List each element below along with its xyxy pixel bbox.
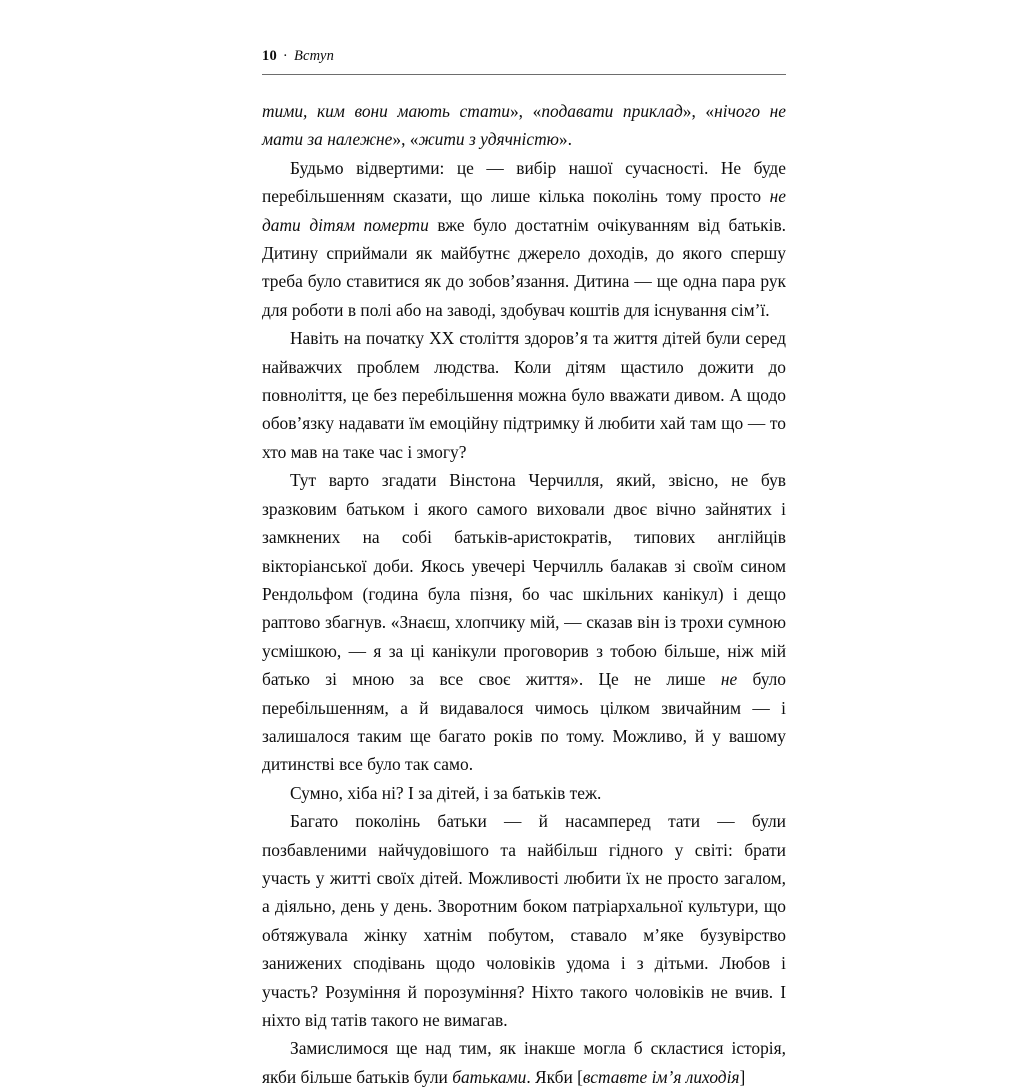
normal-run: Будьмо відвертими: це — вибір нашої сучасності. Не буде перебільшенням сказати, що лише кілька поколінь тому просто (262, 157, 786, 207)
normal-run: », « (509, 101, 542, 121)
normal-run: Навіть на початку XX століття здоров’я та життя дітей були серед найважчих проблем людства. Коли дітям щастило дожити до повноліття, це без перебільшення можна було вважати дивом. А щодо обов’язку надавати їм емоційну підтримку й любити хай там що — то хто мав на таке час і змогу? (262, 328, 786, 462)
paragraph (262, 154, 786, 324)
paragraph (262, 807, 786, 1034)
normal-run: Тут варто згадати Вінстона Черчилля, який, звісно, не був зразковим батьком і якого самого виховали двоє вічно зайнятих і замкнених на собі батьків-аристократів, типових англійців вікторіанської доби. Якось увечері Черчилль балакав зі своїм сином Рендольфом (година була пізня, бо час шкільних канікул) і дещо раптово збагнув. «Знаєш, хлопчику мій, — сказав він із трохи сумною усмішкою, — я за ці канікули проговорив з тобою більше, ніж мій батько зі мною за все своє життя». Це не лише (262, 470, 786, 690)
running-head (262, 48, 786, 75)
italic-run: не (720, 669, 738, 690)
running-head-separator: · (282, 48, 288, 64)
paragraph (262, 779, 786, 807)
body-text (262, 97, 786, 1091)
italic-run: жити з удячністю (418, 129, 559, 150)
normal-run: Сумно, хіба ні? І за дітей, і за батьків теж. (290, 782, 602, 803)
normal-run: було перебільшенням, а й видавалося чимось цілком звичайним — і залишалося таким ще багато років по тому. Можливо, й у вашому дитинстві все було так само. (262, 669, 786, 775)
page-number: 10 (262, 48, 277, 64)
italic-run: тими, ким вони мають стати (262, 101, 510, 121)
running-head-title: Вступ (293, 48, 335, 64)
normal-run: ». (558, 129, 572, 150)
paragraph (262, 324, 786, 466)
normal-run: Багато поколінь батьки — й насамперед тати — були позбавленими найчудовішого та найбільш гідного у світі: брати участь у житті своїх дітей. Можливості любити їх не просто загалом, а діяльно, день у день. Зворотним боком патріархальної культури, що обтяжувала жінку хатнім побутом, ставало м’яке бузувірство занижених сподівань щодо чоловіків удома і з дітьми. Любов і участь? Розуміння й порозуміння? Ніхто такого чоловіків не вчив. І ніхто від татів такого не вимагав. (262, 811, 786, 1030)
italic-run: не дати дітям померти (262, 186, 786, 235)
italic-run: вставте ім’я лиходія (582, 1066, 740, 1087)
normal-run: ] (739, 1066, 746, 1087)
normal-run: », « (392, 129, 419, 150)
text-column (262, 48, 786, 1091)
normal-run: . Якби [ (526, 1066, 583, 1087)
italic-run: батьками (452, 1066, 527, 1087)
italic-run: подавати приклад (541, 101, 683, 121)
normal-run: Замислимося ще над тим, як інакше могла б скластися історія, якби більше батьків були (262, 1038, 786, 1087)
normal-run: вже було достатнім очікуванням від батьків. Дитину сприймали як майбутнє джерело доходів, до якого спершу треба було ставитися як до зобов’язання. Дитина — ще одна пара рук для роботи в полі або на заводі, здобувач коштів для існування сім’ї. (262, 214, 787, 320)
paragraph (262, 1034, 786, 1091)
italic-run: нічого не мати за належне (262, 101, 786, 150)
normal-run: », « (682, 101, 715, 121)
paragraph (262, 97, 786, 154)
paragraph-run (262, 101, 786, 149)
paragraph (262, 466, 786, 778)
